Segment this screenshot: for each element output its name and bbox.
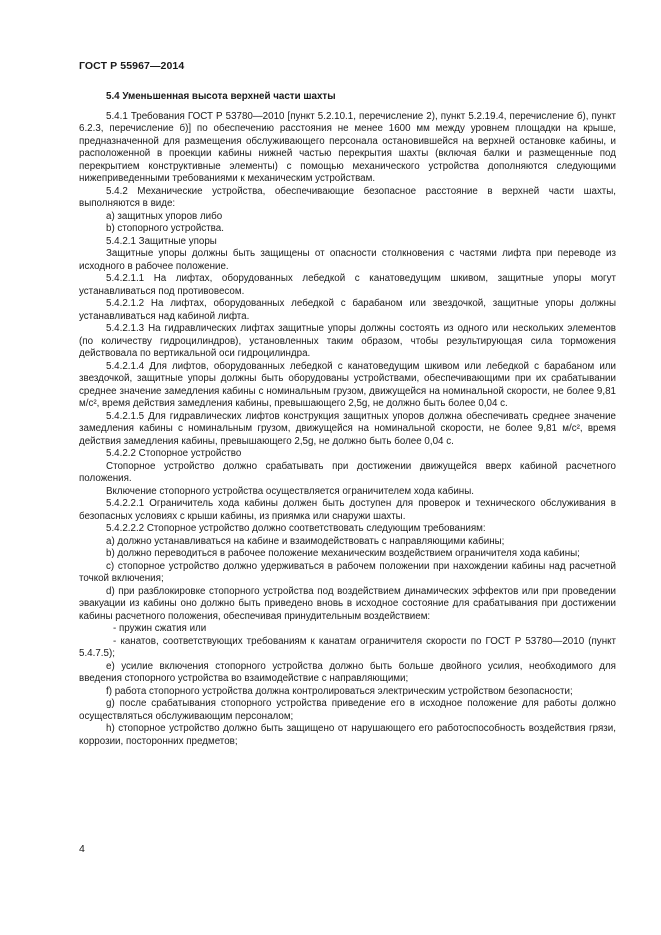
paragraph-5-4-2-1-2: 5.4.2.1.2 На лифтах, оборудованных лебедкой с барабаном или звездочкой, защитные упоры должны устанавливаться над кабиной лифта. <box>79 298 616 322</box>
paragraph-5-4-2-1-1: 5.4.2.1.1 На лифтах, оборудованных лебедкой с канатоведущим шкивом, защитные упоры могут устанавливаться под противовесом. <box>79 273 616 297</box>
subsection-title-5-4-2-1: 5.4.2.1 Защитные упоры <box>106 235 217 247</box>
subsection-title-5-4-2-2: 5.4.2.2 Стопорное устройство <box>106 448 242 459</box>
document-code-header: ГОСТ Р 55967—2014 <box>79 60 185 72</box>
requirement-b: b) должно переводиться в рабочее положение механическим воздействием ограничителя хода кабины; <box>106 548 580 559</box>
list-item-a: a) защитных упоров либо <box>106 210 223 222</box>
section-heading: 5.4 Уменьшенная высота верхней части шахты <box>106 91 336 102</box>
paragraph-5-4-2-1-5: 5.4.2.1.5 Для гидравлических лифтов конструкция защитных упоров должна обеспечивать среднее значение замедления кабины с номинальным грузом, движущейся на номинальной скорости, не более 9,81 м/с², время действия замедления кабины, превышающего 2,5g, не должно быть более 0,04 с. <box>79 410 616 447</box>
requirement-f: f) работа стопорного устройства должна контролироваться электрическим устройством безопасности; <box>106 685 573 697</box>
list-item-b: b) стопорного устройства. <box>106 223 224 234</box>
paragraph-5-4-2-1-3: 5.4.2.1.3 На гидравлических лифтах защитные упоры должны состоять из одного или нескольких элементов (по количеству гидроцилиндров), установленных таким образом, чтобы результирующая сила торможения действовала по вертикальной оси гидроцилиндра. <box>79 323 616 359</box>
paragraph-protective-stops: Защитные упоры должны быть защищены от опасности столкновения с частями лифта при переводе из исходного в рабочее положение. <box>79 248 616 272</box>
paragraph-activation: Включение стопорного устройства осуществляется ограничителем хода кабины. <box>106 485 474 497</box>
requirement-d: d) при разблокировке стопорного устройства под воздействием динамических эффектов или при проведении эвакуации из кабины оно должно быть приведено вновь в исходное состояние для срабатывания при достижении кабины расчетного положения, обеспечивая принудительным воздействием: <box>79 585 616 622</box>
document-body <box>79 91 616 748</box>
requirement-a: a) должно устанавливаться на кабине и взаимодействовать с направляющими кабины; <box>106 535 505 547</box>
dash-item-ropes: - канатов, соответствующих требованиям к канатам ограничителя скорости по ГОСТ Р 53780—2010 (пункт 5.4.7.5); <box>79 635 616 659</box>
requirement-h: h) стопорное устройство должно быть защищено от нарушающего его работоспособность воздействия грязи, коррозии, посторонних предметов; <box>79 723 616 747</box>
paragraph-5-4-2-1-4: 5.4.2.1.4 Для лифтов, оборудованных лебедкой с канатоведущим шкивом или лебедкой с барабаном или звездочкой, защитные упоры должны быть оборудованы устройствами, обеспечивающими при их срабатывании среднее значение замедления кабины с номинальным грузом, движущейся на номинальной скорости, не более 9,81 м/с², время действия замедления кабины, превышающего 2,5g, не должно быть более 0,04 с. <box>79 360 616 409</box>
requirement-c: c) стопорное устройство должно удерживаться в рабочем положении при нахождении кабины над расчетной точкой включения; <box>79 560 616 584</box>
paragraph-locking-device: Стопорное устройство должно срабатывать при достижении движущейся вверх кабиной расчетного положения. <box>79 460 616 484</box>
paragraph-5-4-2-2-2: 5.4.2.2.2 Стопорное устройство должно соответствовать следующим требованиям: <box>106 523 486 534</box>
requirement-e: e) усилие включения стопорного устройства должно быть больше двойного усилия, необходимого для введения стопорного устройства во взаимодействие с направляющими; <box>79 660 616 684</box>
page-number: 4 <box>79 843 85 855</box>
dash-item-springs: - пружин сжатия или <box>113 623 207 634</box>
requirement-g: g) после срабатывания стопорного устройства приведение его в исходное положение для работы должно осуществляться обслуживающим персоналом; <box>79 698 616 722</box>
paragraph-5-4-2: 5.4.2 Механические устройства, обеспечивающие безопасное расстояние в верхней части шахты, выполняются в виде: <box>79 185 616 209</box>
paragraph-5-4-1: 5.4.1 Требования ГОСТ Р 53780—2010 [пункт 5.2.10.1, перечисление 2), пункт 5.2.19.4, перечисление б), пункт 6.2.3, перечисление б)] по обеспечению расстояния не менее 1600 мм между уровнем площадки на крыше, предназначенной для размещения обслуживающего персонала остановившейся на верхней остановке кабины, и расположенной в проекции кабины нижней частью перекрытия шахты (включая балки и размещенные под перекрытием конструктивные элементы) с помощью механического устройства дополняются следующими нижеприведенными требованиями к механическим устройствам. <box>79 110 616 184</box>
paragraph-5-4-2-2-1: 5.4.2.2.1 Ограничитель хода кабины должен быть доступен для проверок и технического обслуживания в безопасных условиях с крыши кабины, из приямка или снаружи шахты. <box>79 498 616 522</box>
